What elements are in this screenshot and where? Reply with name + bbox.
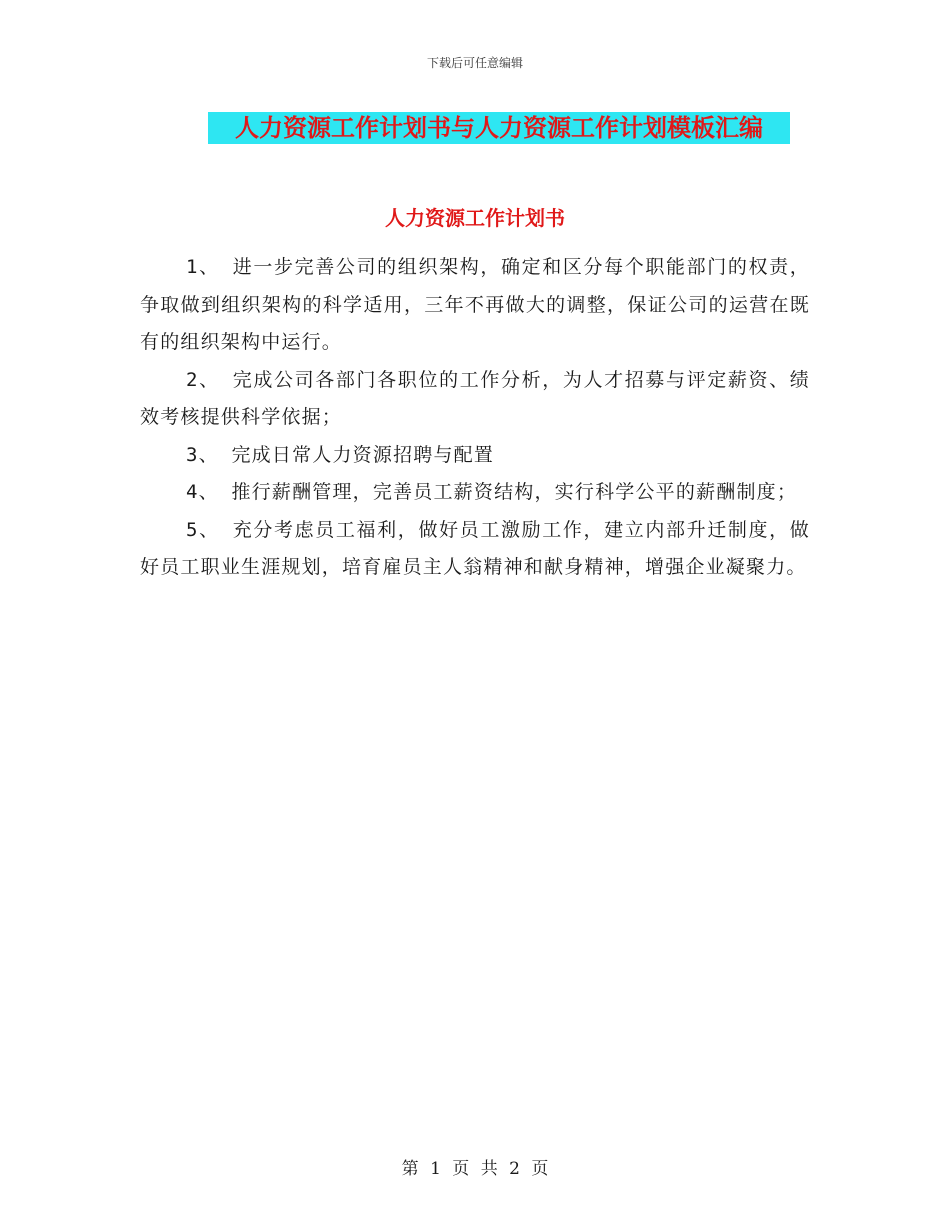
body-text <box>140 249 810 587</box>
page-indicator: 第 1 页 共 2 页 <box>401 1159 549 1179</box>
section-title: 人力资源工作计划书 <box>385 206 565 230</box>
paragraph-4: 4、 推行薪酬管理，完善员工薪资结构，实行科学公平的薪酬制度； <box>186 481 798 503</box>
main-title-highlight <box>208 112 790 144</box>
paragraph-5: 5、 充分考虑员工福利，做好员工激励工作，建立内部升迁制度，做好员工职业生涯规划，培育雇员主人翁精神和献身精神，增强企业凝聚力。 <box>140 518 810 578</box>
header-note: 下载后可任意编辑 <box>426 56 523 70</box>
paragraph-2: 2、 完成公司各部门各职位的工作分析，为人才招募与评定薪资、绩效考核提供科学依据； <box>140 368 810 428</box>
main-title: 人力资源工作计划书与人力资源工作计划模板汇编 <box>235 114 763 142</box>
paragraph-3: 3、 完成日常人力资源招聘与配置 <box>186 443 495 466</box>
paragraph-1: 1、 进一步完善公司的组织架构，确定和区分每个职能部门的权责，争取做到组织架构的科学适用，三年不再做大的调整，保证公司的运营在既有的组织架构中运行。 <box>140 256 810 353</box>
